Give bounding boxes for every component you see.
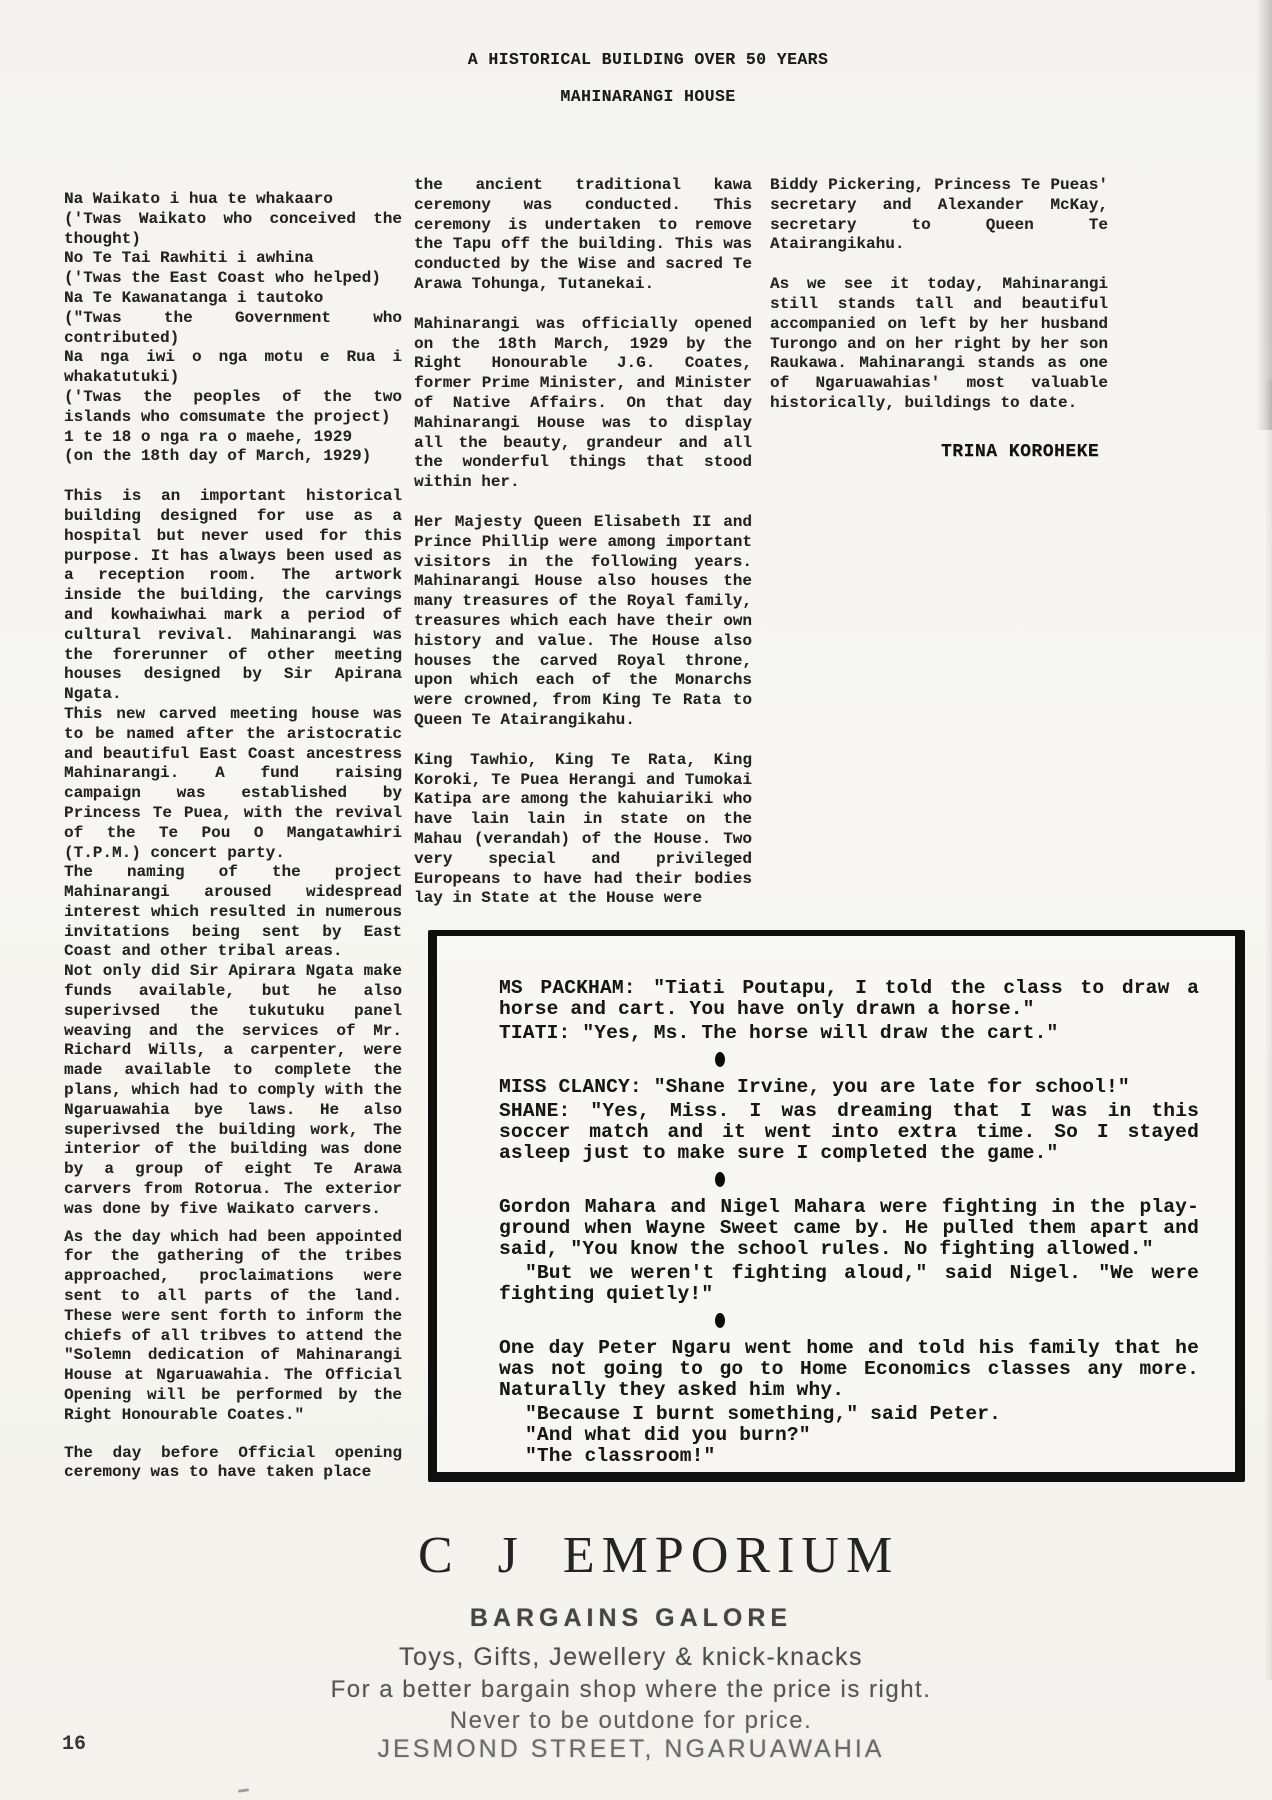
bullet-separator-icon xyxy=(715,1313,725,1328)
joke-paragraph: Gordon Mahara and Nigel Mahara were fighting in the play-ground when Wayne Sweet came by. He pulled them apart and said, "You know the school rules. No fighting allowed." xyxy=(499,1196,1199,1260)
page-number: 16 xyxy=(62,1733,87,1756)
body-paragraph: As the day which had been appointed for the gathering of the tribes approached, proclaimations were sent to all parts of the land. These were sent forth to inform the chiefs of all tribves to attend the "Solemn dedication of Mahinarangi House at Ngaruawahia. The Official Opening will be performed by the Right Honourable Coates." xyxy=(64,1227,402,1424)
poem-line: ('Twas Waikato who conceived the thought) xyxy=(64,209,402,248)
joke-paragraph: "The classroom!" xyxy=(525,1445,716,1467)
poem-line: ('Twas the peoples of the two islands who comsumate the project) xyxy=(64,387,402,426)
text-column-3 xyxy=(770,176,1108,434)
joke-paragraph: "And what did you burn?" xyxy=(525,1424,811,1446)
poem-line: (on the 18th day of March, 1929) xyxy=(64,447,372,466)
joke-paragraph: MS PACKHAM: "Tiati Poutapu, I told the class to draw a horse and cart. You have only drawn a horse." xyxy=(499,977,1199,1020)
bullet-separator-icon xyxy=(715,1172,725,1187)
advert-address: JESMOND STREET, NGARUAWAHIA xyxy=(377,1735,885,1763)
body-paragraph: The day before Official opening ceremony was to have taken place xyxy=(64,1443,402,1482)
poem-line: ('Twas the East Coast who helped) xyxy=(64,269,381,288)
opening-poem xyxy=(64,190,402,467)
author-byline: TRINA KOROHEKE xyxy=(941,442,1100,462)
bullet-separator-icon xyxy=(715,1052,725,1067)
joke-paragraph: MISS CLANCY: "Shane Irvine, you are late for school!" xyxy=(499,1076,1130,1098)
body-paragraph: As we see it today, Mahinarangi still stands tall and beautiful accompanied on left by her husband Turongo and on her right by her son Raukawa. Mahinarangi stands as one of Ngaruawahias' most valuable historically, buildings to date. xyxy=(770,275,1108,412)
poem-line: Na Waikato i hua te whakaaro xyxy=(64,190,333,208)
joke-paragraph: TIATI: "Yes, Ms. The horse will draw the cart." xyxy=(499,1022,1059,1044)
page-subtitle: MAHINARANGI HOUSE xyxy=(560,87,736,106)
joke-paragraph: SHANE: "Yes, Miss. I was dreaming that I was in this soccer match and it went into extra time. So I stayed asleep just to make sure I completed the game." xyxy=(499,1100,1199,1164)
text-column-1 xyxy=(64,190,402,1503)
joke-paragraph: "Because I burnt something," said Peter. xyxy=(525,1403,1002,1425)
poem-line: 1 te 18 o nga ra o maehe, 1929 xyxy=(64,427,353,446)
scan-edge-shadow xyxy=(1256,0,1272,430)
body-paragraph: Biddy Pickering, Princess Te Pueas' secretary and Alexander McKay, secretary to Queen Te Atairangikahu. xyxy=(770,176,1108,254)
poem-line: ("Twas the Government who contributed) xyxy=(64,308,402,347)
body-paragraph: the ancient traditional kawa ceremony was conducted. This ceremony is undertaken to remove the Tapu off the building. This was conducted by the Wise and sacred Te Arawa Tohunga, Tutanekai. xyxy=(414,176,752,293)
poem-line: Na nga iwi o nga motu e Rua i whakatutuki) xyxy=(64,348,402,387)
advert-line: Toys, Gifts, Jewellery & knick-knacks xyxy=(399,1643,863,1671)
joke-paragraph: One day Peter Ngaru went home and told his family that he was not going to go to Home Economics classes any more. Naturally they asked him why. xyxy=(499,1337,1199,1401)
advert-shop-name: C J EMPORIUM xyxy=(418,1527,900,1584)
advert-line: For a better bargain shop where the price is right. xyxy=(330,1676,932,1703)
poem-line: No Te Tai Rawhiti i awhina xyxy=(64,249,314,268)
body-paragraph: Mahinarangi was officially opened on the 18th March, 1929 by the Right Honourable J.G. Coates, former Prime Minister, and Minister of Native Affairs. On that day Mahinarangi House was to display all the beauty, grandeur and all the wonderful things that stood within her. xyxy=(414,314,752,492)
body-paragraph: The naming of the project Mahinarangi aroused widespread interest which resulted in numerous invitations being sent by East Coast and other tribal areas. xyxy=(64,863,402,961)
scan-edge-shadow xyxy=(1264,380,1272,1680)
advert-tagline: BARGAINS GALORE xyxy=(469,1604,793,1632)
body-paragraph: This new carved meeting house was to be named after the aristocratic and beautiful East Coast ancestress Mahinarangi. A fund raising campaign was established by Princess Te Puea, with the revival of the Te Pou O Mangatawhiri (T.P.M.) concert party. xyxy=(64,704,402,862)
poem-line: Na Te Kawanatanga i tautoko xyxy=(64,288,324,307)
body-paragraph: This is an important historical building designed for use as a hospital but never used for this purpose. It has always been used as a reception room. The artwork inside the building, the carvings and kowhaiwhai mark a period of cultural revival. Mahinarangi was the forerunner of other meeting houses designed by Sir Apirana Ngata. xyxy=(64,487,402,704)
body-paragraph: King Tawhio, King Te Rata, King Koroki, Te Puea Herangi and Tumokai Katipa are among the kahuiariki who have lain lain in state on the Mahau (verandah) of the House. Two very special and privileged Europeans to have had their bodies lay in State at the House were xyxy=(414,750,752,908)
body-paragraph: Her Majesty Queen Elisabeth II and Prince Phillip were among important visitors in the following years. Mahinarangi House also houses the many treasures of the Royal family, treasures which each have their own history and value. The House also houses the carved Royal throne, upon which each of the Monarchs were crowned, from King Te Rata to Queen Te Atairangikahu. xyxy=(414,512,752,729)
joke-paragraph: "But we weren't fighting aloud," said Nigel. "We were fighting quietly!" xyxy=(499,1262,1199,1305)
page-title: A HISTORICAL BUILDING OVER 50 YEARS xyxy=(467,50,829,69)
advert-line: Never to be outdone for price. xyxy=(449,1707,813,1734)
scan-artifact-mark xyxy=(238,1788,249,1793)
jokes-box xyxy=(428,930,1245,1482)
text-column-2 xyxy=(414,176,752,929)
body-paragraph: Not only did Sir Apirara Ngata make funds available, but he also superivsed the tukutuku panel weaving and the services of Mr. Richard Wills, a carpenter, were made available to complete the plans, which had to comply with the Ngaruawahia bye laws. He also superivsed the building work, The interior of the building was done by a group of eight Te Arawa carvers from Rotorua. The exterior was done by five Waikato carvers. xyxy=(64,962,402,1218)
